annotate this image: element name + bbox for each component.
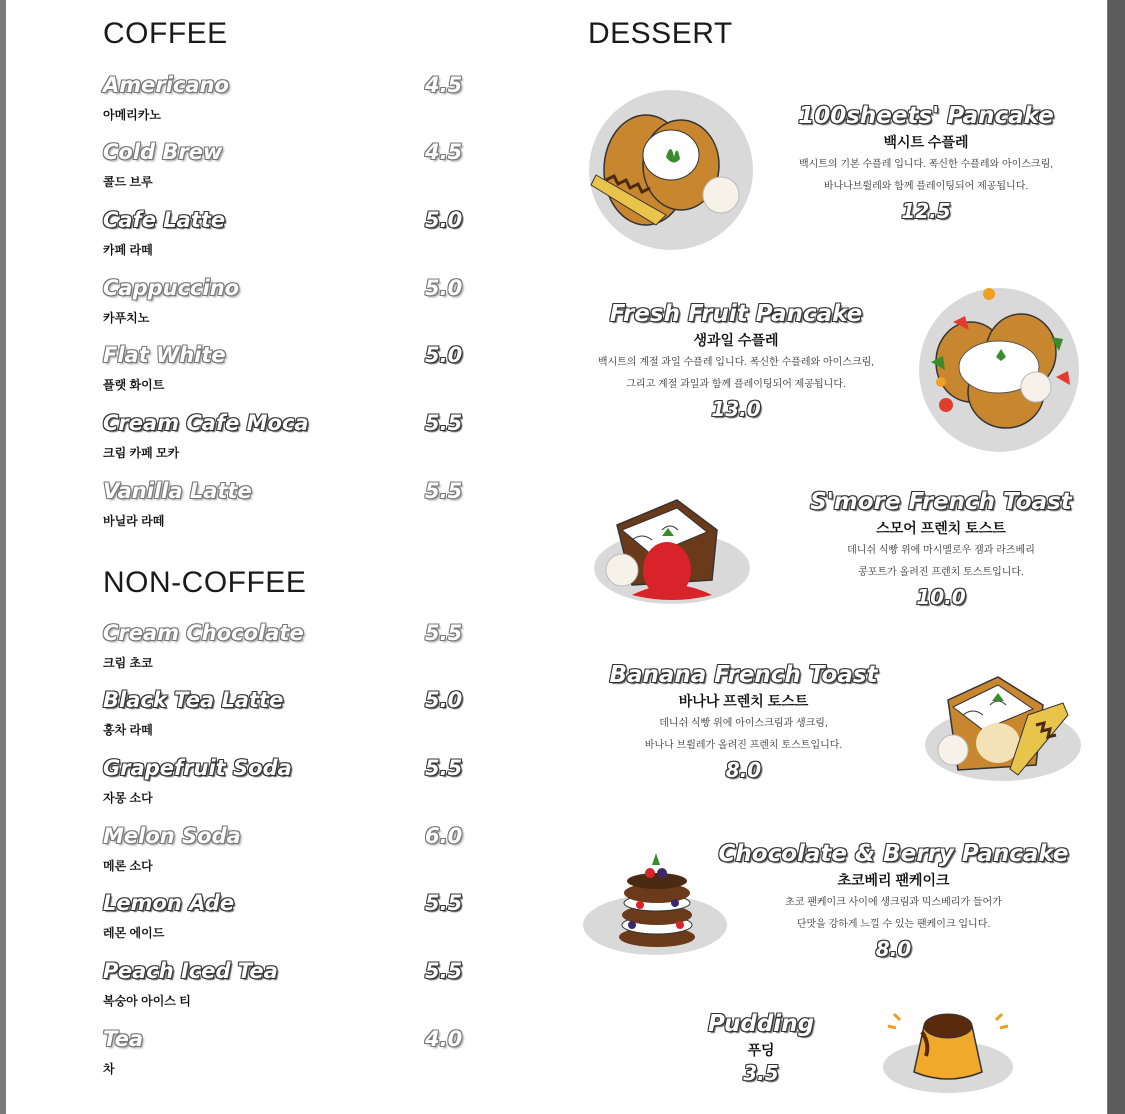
item-name-korean: 바닐라 라떼 [103, 514, 165, 528]
item-description-line-1: 백시트의 계절 과일 수플레 입니다. 폭신한 수플레와 아이스크림, [597, 357, 875, 368]
item-price: 5.5 [425, 959, 463, 983]
item-price: 3.5 [743, 1061, 779, 1085]
menu-item-cream-chocolate [103, 621, 503, 681]
item-description-line-2: 바나나 브륄레가 올려진 프렌치 토스트입니다. [644, 740, 843, 751]
item-name-korean: 플랫 화이트 [103, 378, 165, 392]
item-name: Vanilla Latte [103, 479, 252, 503]
menu-item-cafe-latte [103, 208, 503, 268]
item-name-korean: 크림 초코 [103, 656, 153, 670]
item-name-korean: 메론 소다 [103, 859, 153, 873]
dessert-item-banana-french-toast [581, 661, 906, 783]
item-price: 5.0 [425, 276, 463, 300]
item-name: Americano [103, 73, 229, 97]
menu-item-flat-white [103, 343, 503, 403]
item-price: 5.0 [425, 208, 463, 232]
item-name-korean: 자몽 소다 [103, 791, 153, 805]
item-name: Cafe Latte [103, 208, 226, 232]
menu-item-vanilla-latte [103, 479, 503, 539]
item-price: 4.5 [425, 73, 463, 97]
item-description-line-2: 그리고 계절 과일과 함께 플레이팅되어 제공됩니다. [626, 379, 846, 390]
dessert-item-100sheets-pancake [771, 102, 1081, 224]
item-price: 5.5 [425, 621, 463, 645]
dessert-item-pudding [686, 1010, 836, 1086]
item-name: Banana French Toast [609, 662, 878, 688]
item-name-korean: 초코베리 팬케이크 [837, 872, 950, 888]
item-name-korean: 복숭아 아이스 티 [103, 994, 191, 1008]
item-name: Pudding [707, 1011, 815, 1037]
non-coffee-heading: NON-COFFEE [103, 566, 307, 599]
menu-item-cold-brew [103, 140, 503, 200]
item-name-korean: 크림 카페 모카 [103, 446, 180, 460]
french-toast-berry-icon [592, 490, 762, 610]
item-description-line-1: 데니쉬 식빵 위에 아이스크림과 생크림, [659, 718, 828, 729]
item-price: 10.0 [916, 585, 966, 609]
item-price: 5.0 [425, 688, 463, 712]
coffee-heading: COFFEE [103, 17, 228, 50]
item-name: Flat White [103, 343, 226, 367]
menu-item-americano [103, 73, 503, 133]
item-name: Cream Chocolate [103, 621, 304, 645]
item-price: 4.0 [425, 1027, 463, 1051]
item-name: Chocolate & Berry Pancake [718, 841, 1069, 867]
menu-item-cream-cafe-moca [103, 411, 503, 471]
item-description-line-2: 바나나브륄레와 함께 플레이팅되어 제공됩니다. [823, 181, 1029, 192]
item-price: 8.0 [725, 758, 762, 782]
item-name: Melon Soda [103, 824, 241, 848]
item-name-korean: 푸딩 [747, 1042, 775, 1058]
item-price: 5.5 [425, 756, 463, 780]
menu-page [6, 0, 1107, 1114]
item-name-korean: 스모어 프렌치 토스트 [876, 520, 1006, 536]
item-description-line-1: 백시트의 기본 수플레 입니다. 폭신한 수플레와 아이스크림, [798, 159, 1054, 170]
menu-item-peach-iced-tea [103, 959, 503, 1019]
item-name-korean: 홍차 라떼 [103, 723, 153, 737]
item-price: 5.5 [425, 411, 463, 435]
item-name-korean: 바나나 프렌치 토스트 [678, 693, 809, 709]
item-name: 100sheets' Pancake [798, 103, 1054, 129]
item-name: Fresh Fruit Pancake [609, 301, 863, 327]
item-name-korean: 콜드 브루 [103, 175, 153, 189]
item-name: S'more French Toast [810, 489, 1072, 515]
item-description-line-1: 데니쉬 식빵 위에 마시멜로우 잼과 라즈베리 [847, 545, 1035, 556]
item-name-korean: 아메리카노 [103, 108, 161, 122]
menu-item-cappuccino [103, 276, 503, 336]
item-price: 5.5 [425, 479, 463, 503]
item-price: 5.0 [425, 343, 463, 367]
item-name-korean: 차 [103, 1062, 115, 1076]
item-name: Cold Brew [103, 140, 223, 164]
item-name: Cream Cafe Moca [103, 411, 309, 435]
item-description-line-1: 초코 팬케이크 사이에 생크림과 믹스베리가 들어가 [785, 897, 1002, 908]
item-price: 13.0 [711, 397, 761, 421]
item-name-korean: 카페 라떼 [103, 243, 153, 257]
item-name: Lemon Ade [103, 891, 235, 915]
item-price: 12.5 [901, 199, 951, 223]
item-description-line-2: 단맛을 강하게 느낄 수 있는 팬케이크 입니다. [796, 919, 991, 930]
dessert-heading: DESSERT [588, 17, 733, 50]
menu-item-lemon-ade [103, 891, 503, 951]
item-name: Cappuccino [103, 276, 240, 300]
pancake-icon [586, 85, 756, 255]
item-description-line-2: 콩포트가 올려진 프렌치 토스트입니다. [858, 567, 1024, 578]
french-toast-banana-icon [918, 665, 1088, 785]
menu-item-black-tea-latte [103, 688, 503, 748]
pudding-icon [878, 1002, 1018, 1097]
item-name: Grapefruit Soda [103, 756, 292, 780]
item-price: 8.0 [875, 937, 912, 961]
item-name-korean: 카푸치노 [103, 311, 150, 325]
viewer-edge [1108, 0, 1125, 1114]
item-price: 6.0 [425, 824, 463, 848]
item-name-korean: 레몬 에이드 [103, 926, 165, 940]
item-name-korean: 백시트 수플레 [883, 134, 969, 150]
menu-item-tea [103, 1027, 503, 1087]
fruit-pancake-icon [911, 282, 1086, 457]
item-name: Tea [103, 1027, 144, 1051]
item-name: Black Tea Latte [103, 688, 284, 712]
menu-item-grapefruit-soda [103, 756, 503, 816]
item-name-korean: 생과일 수플레 [693, 332, 779, 348]
item-price: 5.5 [425, 891, 463, 915]
item-name: Peach Iced Tea [103, 959, 278, 983]
dessert-item-chocolate-berry-pancake [696, 840, 1091, 962]
item-price: 4.5 [425, 140, 463, 164]
dessert-item-smore-french-toast [786, 488, 1096, 610]
menu-item-melon-soda [103, 824, 503, 884]
dessert-item-fresh-fruit-pancake [561, 300, 911, 422]
